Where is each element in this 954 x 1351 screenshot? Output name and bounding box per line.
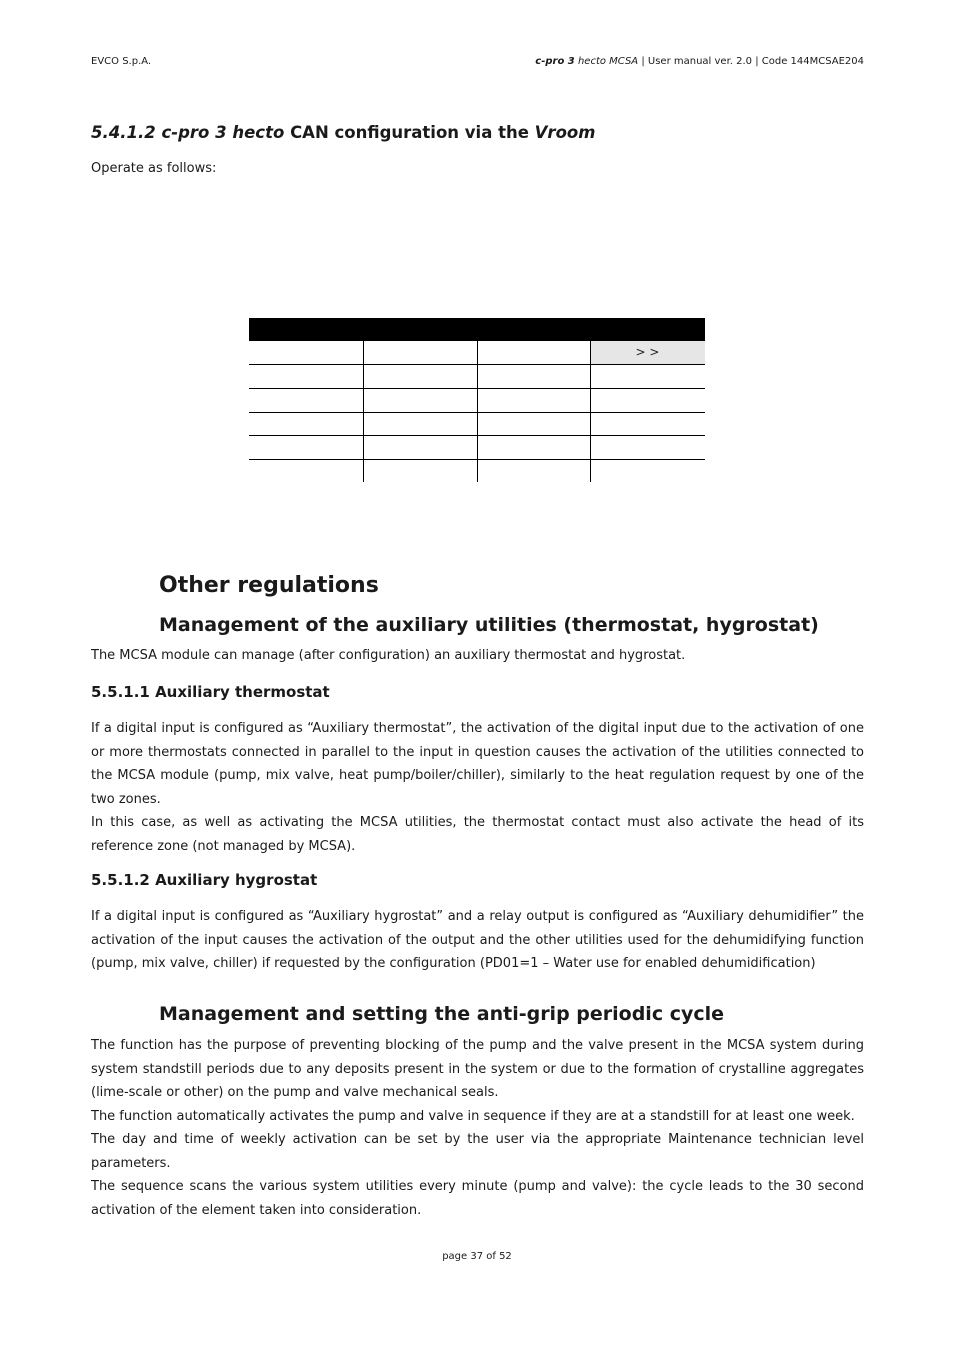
paragraph-line: The sequence scans the various system utilities every minute (pump and valve): the cycle leads to the 30 second bbox=[91, 1179, 864, 1194]
paragraph-line: activation of the element taken into consideration. bbox=[91, 1202, 422, 1218]
table-row-divider bbox=[249, 388, 705, 389]
table-header-row bbox=[249, 318, 705, 341]
paragraph-line: two zones. bbox=[91, 791, 161, 807]
antigrip-heading: Management and setting the anti-grip periodic cycle bbox=[159, 1003, 725, 1025]
paragraph-line: If a digital input is configured as “Auxiliary thermostat”, the activation of the digital input due to the activation of one bbox=[91, 721, 864, 736]
paragraph-line: (lime-scale or other) on the pump and valve mechanical seals. bbox=[91, 1085, 499, 1100]
antigrip-text bbox=[91, 1034, 864, 1222]
table-row-divider bbox=[249, 412, 705, 413]
aux-thermostat-heading: 5.5.1.1 Auxiliary thermostat bbox=[91, 683, 330, 701]
config-table bbox=[249, 318, 705, 482]
paragraph-line: or more thermostats connected in parallel to the input in question causes the activation of the utilities connected to bbox=[91, 744, 864, 760]
header-manual-version: | User manual ver. 2.0 | Code 144MCSAE204 bbox=[641, 56, 864, 67]
table-row-divider bbox=[249, 435, 705, 436]
paragraph-line: reference zone (not managed by MCSA). bbox=[91, 838, 356, 854]
section-product: c-pro 3 hecto bbox=[161, 123, 285, 142]
paragraph-line: (pump, mix valve, chiller) if requested by the configuration (PD01=1 – Water use for enabled dehumidification) bbox=[91, 956, 816, 971]
table-row-divider bbox=[249, 364, 705, 365]
section-title-mid: CAN configuration via the bbox=[290, 123, 529, 142]
page-number: page 37 of 52 bbox=[442, 1251, 512, 1262]
paragraph-line: If a digital input is configured as “Auxiliary hygrostat” and a relay output is configured as “Auxiliary dehumidifier” the bbox=[91, 909, 864, 924]
paragraph-line: the MCSA module (pump, mix valve, heat pump/boiler/chiller), similarly to the heat regulation request by one of the bbox=[91, 768, 864, 783]
header-manual-info bbox=[535, 56, 864, 67]
paragraph-line: In this case, as well as activating the MCSA utilities, the thermostat contact must also activate the head of its bbox=[91, 815, 864, 830]
paragraph-line: The day and time of weekly activation can be set by the user via the appropriate Maintenance technician level bbox=[91, 1132, 864, 1147]
table-row-divider bbox=[249, 459, 705, 460]
section-5412-heading bbox=[91, 123, 595, 142]
paragraph-line: parameters. bbox=[91, 1155, 171, 1171]
paragraph-line: The function automatically activates the pump and valve in sequence if they are at a standstill for at least one week. bbox=[91, 1108, 855, 1124]
header-company: EVCO S.p.A. bbox=[91, 56, 152, 67]
table-highlighted-cell: > > bbox=[590, 341, 705, 364]
section-title-end: Vroom bbox=[534, 123, 596, 142]
section-number: 5.4.1.2 bbox=[91, 123, 156, 142]
section-5412-intro: Operate as follows: bbox=[91, 161, 217, 176]
paragraph-line: system standstill periods due to any deposits present in the system or due to the formation of crystalline aggregates bbox=[91, 1061, 864, 1077]
aux-utilities-heading: Management of the auxiliary utilities (thermostat, hygrostat) bbox=[159, 614, 819, 636]
aux-utilities-intro: The MCSA module can manage (after configuration) an auxiliary thermostat and hygrostat. bbox=[91, 648, 686, 663]
paragraph-line: The function has the purpose of preventing blocking of the pump and the valve present in the MCSA system during bbox=[91, 1038, 864, 1053]
header-product-model: hecto MCSA bbox=[577, 56, 639, 67]
other-regulations-title: Other regulations bbox=[159, 573, 379, 598]
header-product-name: c-pro 3 bbox=[535, 56, 575, 67]
paragraph-line: activation of the input causes the activation of the output and the other utilities used for the dehumidifying function bbox=[91, 932, 864, 948]
aux-thermostat-text bbox=[91, 717, 864, 858]
aux-hygrostat-heading: 5.5.1.2 Auxiliary hygrostat bbox=[91, 871, 318, 889]
aux-hygrostat-text bbox=[91, 905, 864, 976]
